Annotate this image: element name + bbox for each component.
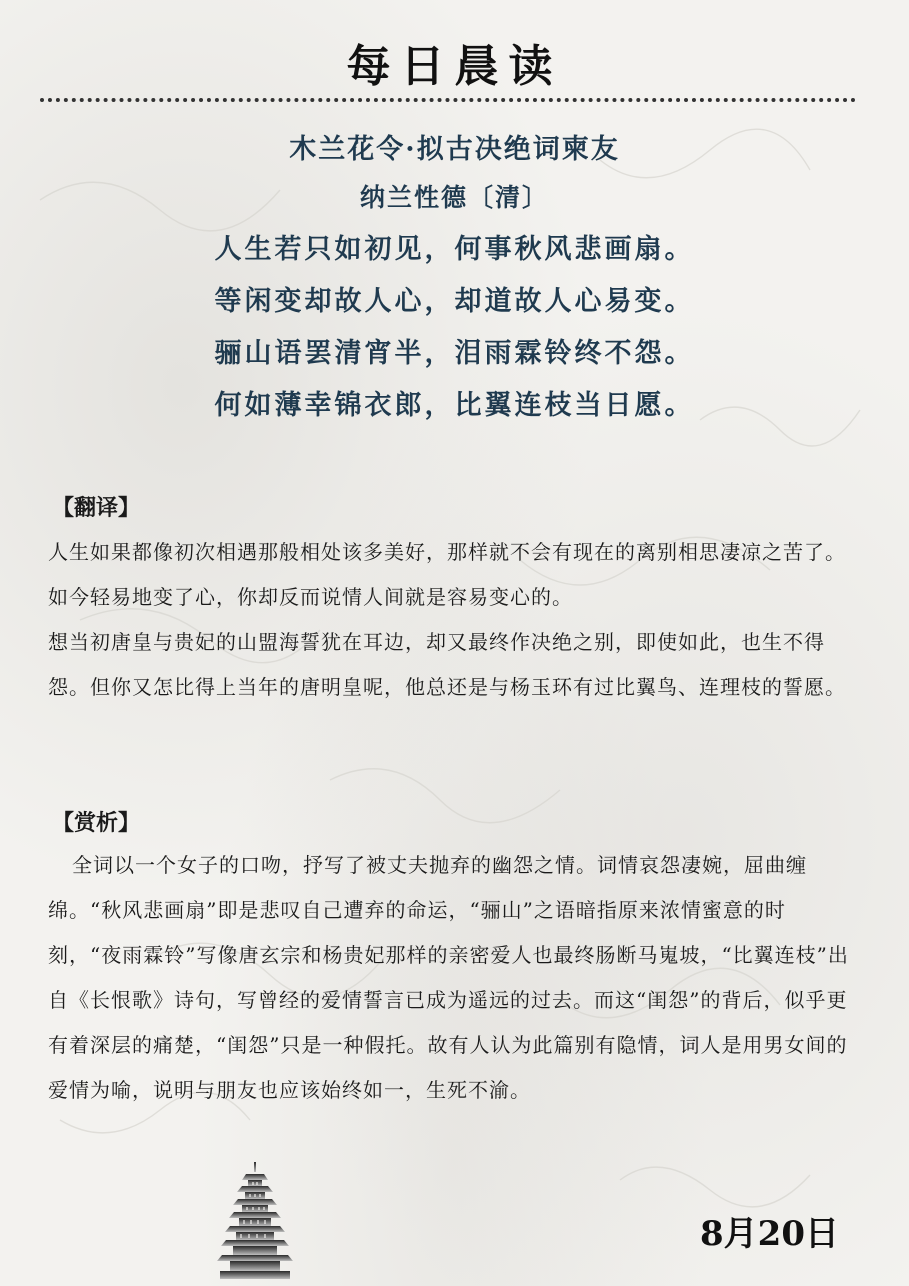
poem-block <box>0 130 909 432</box>
page-title: 每日晨读 <box>346 41 563 92</box>
poem-lines <box>0 224 909 432</box>
poem-line: 人生若只如初见，何事秋风悲画扇。 <box>214 234 695 265</box>
translation-heading: 【翻译】 <box>52 495 141 521</box>
poem-line: 何如薄幸锦衣郎，比翼连枝当日愿。 <box>214 390 695 421</box>
appreciation-body <box>48 843 860 1113</box>
translation-paragraph: 人生如果都像初次相遇那般相处该多美好，那样就不会有现在的离别相思凄凉之苦了。如今轻易地变了心，你却反而说情人间就是容易变心的。 <box>48 540 846 609</box>
pagoda-icon <box>212 1160 298 1286</box>
date-label: 8月20日 <box>700 1214 839 1254</box>
poem-author: 纳兰性德〔清〕 <box>359 183 549 212</box>
poem-title: 木兰花令·拟古决绝词柬友 <box>289 134 620 165</box>
poem-line: 等闲变却故人心，却道故人心易变。 <box>214 286 695 317</box>
translation-paragraph: 想当初唐皇与贵妃的山盟海誓犹在耳边，却又最终作决绝之别，即使如此，也生不得怨。但你又怎比得上当年的唐明皇呢，他总还是与杨玉环有过比翼鸟、连理枝的誓愿。 <box>48 630 846 699</box>
poem-line: 骊山语罢清宵半，泪雨霖铃终不怨。 <box>214 338 695 369</box>
appreciation-paragraph: 全词以一个女子的口吻，抒写了被丈夫抛弃的幽怨之情。词情哀怨凄婉，屈曲缠绵。“秋风悲画扇”即是悲叹自己遭弃的命运，“骊山”之语暗指原来浓情蜜意的时刻，“夜雨霖铃”写像唐玄宗和杨贵妃那样的亲密爱人也最终肠断马嵬坡，“比翼连枝”出自《长恨歌》诗句，写曾经的爱情誓言已成为遥远的过去。而这“闺怨”的背后，似乎更有着深层的痛楚，“闺怨”只是一种假托。故有人认为此篇别有隐情，词人是用男女间的爱情为喻，说明与朋友也应该始终如一，生死不渝。 <box>48 853 849 1102</box>
appreciation-heading: 【赏析】 <box>52 810 141 836</box>
title-divider <box>40 98 856 102</box>
translation-body <box>48 530 860 710</box>
